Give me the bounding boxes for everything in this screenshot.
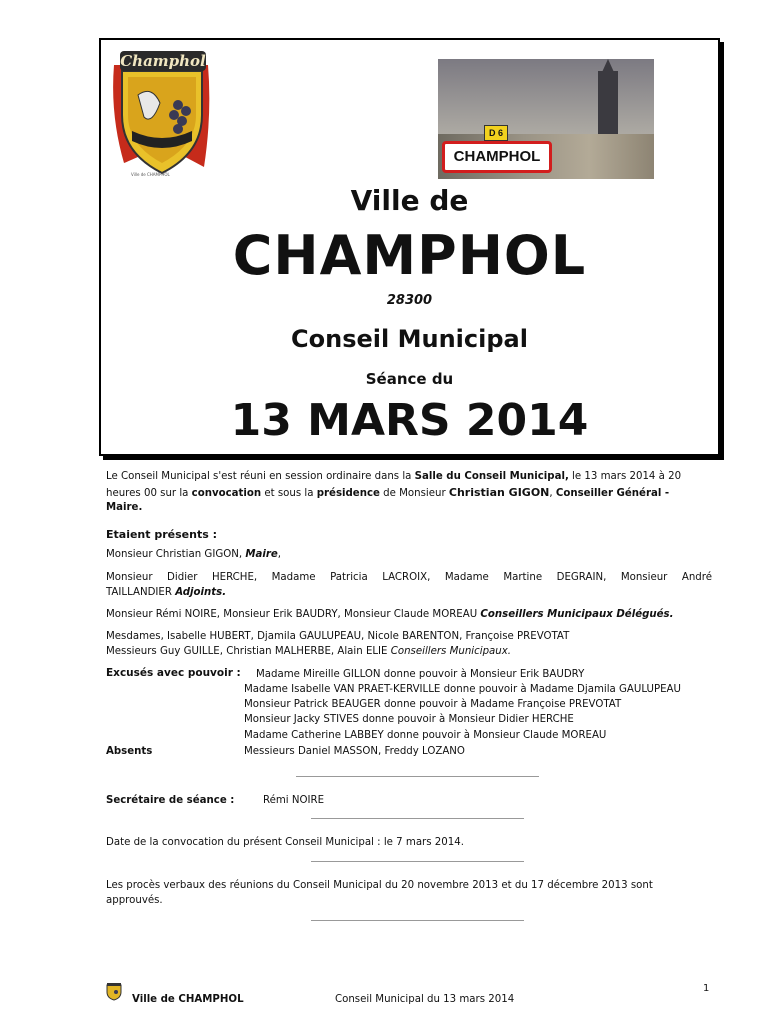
- secretaire-label: Secrétaire de séance :: [106, 795, 235, 806]
- road-number-sign: D 6: [484, 125, 508, 141]
- intro-line-3: Maire.: [106, 502, 143, 513]
- separator: [311, 920, 524, 921]
- presents-adjoints-line-1: Monsieur Didier HERCHE, Madame Patricia LACROIX, Madame Martine DEGRAIN, Monsieur André: [106, 572, 712, 583]
- intro-line-2: heures 00 sur la convocation et sous la présidence de Monsieur Christian GIGON, Conseiller Général -: [106, 486, 670, 499]
- town-entry-sign: CHAMPHOL: [442, 141, 552, 173]
- meeting-date-title: 13 MARS 2014: [230, 395, 589, 446]
- presents-conseillers-1: Mesdames, Isabelle HUBERT, Djamila GAULUPEAU, Nicole BARENTON, Françoise PREVOTAT: [106, 631, 570, 642]
- postcode: 28300: [386, 293, 433, 308]
- footer-crest-icon: [106, 983, 122, 1001]
- presents-maire: Monsieur Christian GIGON, Maire,: [106, 549, 282, 560]
- excuse-item: Madame Catherine LABBEY donne pouvoir à Monsieur Claude MOREAU: [244, 730, 607, 741]
- excuse-item: Monsieur Patrick BEAUGER donne pouvoir à Madame Françoise PREVOTAT: [244, 699, 622, 710]
- proces-verbaux-line-1: Les procès verbaux des réunions du Conseil Municipal du 20 novembre 2013 et du 17 décembre 2013 sont: [106, 880, 653, 891]
- city-title: CHAMPHOL: [232, 224, 587, 287]
- absents-label: Absents: [106, 746, 153, 757]
- excuse-item: Monsieur Jacky STIVES donne pouvoir à Monsieur Didier HERCHE: [244, 714, 574, 725]
- excuses-label: Excusés avec pouvoir :: [106, 667, 241, 679]
- separator: [311, 861, 524, 862]
- village-photo: [438, 59, 654, 179]
- convocation-date: Date de la convocation du présent Conseil Municipal : le 7 mars 2014.: [106, 837, 464, 848]
- separator: [311, 818, 524, 819]
- presents-adjoints-line-2: TAILLANDIER Adjoints.: [106, 587, 227, 598]
- coat-of-arms-logo: [108, 45, 216, 181]
- title-box: [99, 38, 720, 456]
- presents-delegues: Monsieur Rémi NOIRE, Monsieur Erik BAUDRY, Monsieur Claude MOREAU Conseillers Municipaux Délégués.: [106, 609, 674, 620]
- intro-line-1: Le Conseil Municipal s'est réuni en session ordinaire dans la Salle du Conseil Municipal, le 13 mars 2014 à 20: [106, 471, 682, 482]
- proces-verbaux-line-2: approuvés.: [106, 895, 163, 906]
- excuse-item: Madame Isabelle VAN PRAET-KERVILLE donne pouvoir à Madame Djamila GAULUPEAU: [244, 684, 681, 695]
- page-number: 1: [703, 983, 710, 994]
- absents-value: Messieurs Daniel MASSON, Freddy LOZANO: [244, 746, 465, 757]
- crest-caption: Ville de CHAMPHOL: [131, 172, 170, 177]
- footer-center: Conseil Municipal du 13 mars 2014: [335, 994, 515, 1005]
- ville-de-title: Ville de: [350, 184, 469, 217]
- footer-left: Ville de CHAMPHOL: [132, 994, 244, 1005]
- presents-conseillers-2: Messieurs Guy GUILLE, Christian MALHERBE, Alain ELIE Conseillers Municipaux.: [106, 646, 512, 657]
- secretaire-value: Rémi NOIRE: [263, 795, 325, 806]
- conseil-title: Conseil Municipal: [291, 325, 528, 353]
- presents-heading: Etaient présents :: [106, 528, 217, 541]
- svg-text:Champhol: Champhol: [120, 52, 206, 70]
- excuse-item: Madame Mireille GILLON donne pouvoir à Monsieur Erik BAUDRY: [256, 669, 585, 680]
- separator: [296, 776, 539, 777]
- seance-label: Séance du: [365, 370, 454, 388]
